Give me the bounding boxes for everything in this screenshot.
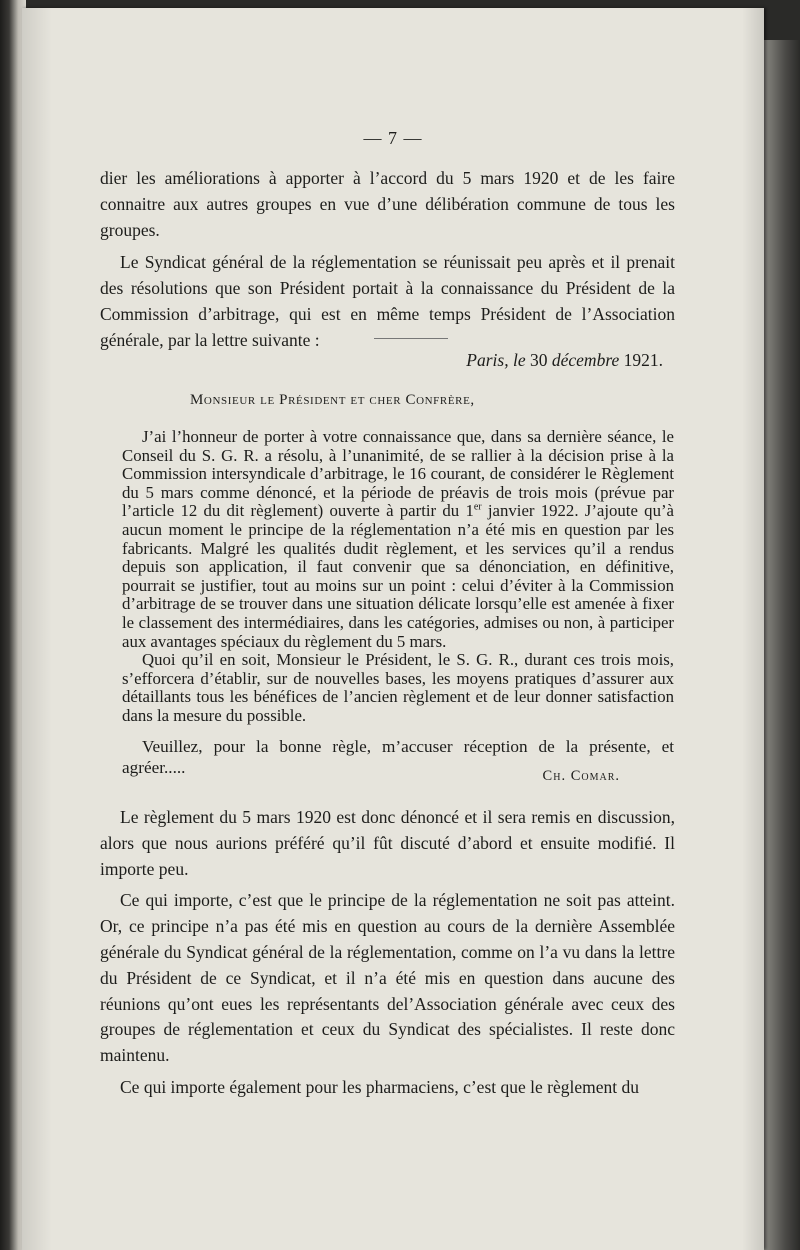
date-year: 1921. bbox=[623, 350, 663, 370]
letter-date bbox=[100, 350, 663, 371]
date-le: le bbox=[512, 350, 526, 370]
letter-p1-after: janvier 1922. J’ajoute qu’à aucun moment le principe de la réglementation n’a été mis en question par les fabricants. Malgré les qualités dudit règlement, et les services qu’il a rendus depuis son application, il faut convenir que sa dénonciation, en définitive, pourrait se justifier, tout au moins sur un point : celui d’éviter à la Commission d’arbitrage de se trouver dans une situation délicate lorsqu’elle est amenée à fixer le classement des intermédiaires, dans les catégories, admises ou non, à participer aux avantages spéciaux du règlement du 5 mars. bbox=[122, 501, 674, 651]
intro-section bbox=[100, 166, 675, 354]
letter-signature: Ch. Comar. bbox=[542, 768, 620, 784]
letter-paragraph-3: Veuillez, pour la bonne règle, m’accuser réception de la présente, et agréer..... bbox=[122, 736, 674, 777]
page-stack-edge bbox=[764, 40, 800, 1250]
letter-p1-before: J’ai l’honneur de porter à votre connaissance que, dans sa dernière séance, le Conseil du S. G. R. a résolu, à l’unanimité, de se rallier à la décision prise à la Commission intersyndicale d’arbitrage, le 16 courant, de considérer le Règlement du 5 mars comme dénoncé, et la période de préavis de trois mois (prévue par l’article 12 du dit règlement) ouverte à partir du 1 bbox=[122, 427, 674, 521]
section-divider bbox=[374, 338, 448, 339]
closing-paragraph-1: Le règlement du 5 mars 1920 est donc dénoncé et il sera remis en discussion, alors que nous aurions préféré qu’il fût discuté d’abord et ensuite modifié. Il importe peu. bbox=[100, 807, 675, 879]
letter-salutation: Monsieur le Président et cher Confrère, bbox=[190, 392, 475, 408]
date-day: 30 bbox=[530, 350, 548, 370]
letter-paragraph-2: Quoi qu’il en soit, Monsieur le Président, le S. G. R., durant ces trois mois, s’efforcera d’établir, sur de nouvelles bases, les moyens pratiques d’assurer aux détaillants tous les bénéfices de l’ancien règlement et de leur donner satisfaction dans la mesure du possible. bbox=[122, 650, 674, 725]
date-place: Paris, bbox=[466, 350, 509, 370]
intro-paragraph-1: dier les améliorations à apporter à l’accord du 5 mars 1920 et de les faire connaitre aux autres groupes en vue d’une délibération commune de tous les groupes. bbox=[100, 168, 675, 240]
page-number: — 7 — bbox=[363, 128, 423, 148]
intro-paragraph-2: Le Syndicat général de la réglementation se réunissait peu après et il prenait des résolutions que son Président portait à la connaissance du Président de la Commission d’arbitrage, qui est en même temps Président de l’Association générale, par la lettre suivante : bbox=[100, 252, 675, 350]
closing-section bbox=[100, 805, 675, 1101]
closing-paragraph-2: Ce qui importe, c’est que le principe de la réglementation ne soit pas atteint. Or, ce principe n’a pas été mis en question au cours de la dernière Assemblée générale du Syndicat général de la réglementation, comme on l’a vu dans la lettre du Président de ce Syndicat, et il n’a été mis en question dans aucune des réunions qu’ont eues les représentants del’Association générale avec ceux des groupes de réglementation et ceux du Syndicat des spécialistes. Il reste donc maintenu. bbox=[100, 890, 675, 1066]
date-month: décembre bbox=[551, 350, 620, 370]
document-page bbox=[22, 8, 764, 1250]
letter-p1-sup: er bbox=[473, 501, 482, 513]
closing-paragraph-3: Ce qui importe également pour les pharmaciens, c’est que le règlement du bbox=[120, 1076, 639, 1097]
letter-paragraph-1 bbox=[122, 428, 674, 651]
letter-body bbox=[122, 428, 674, 778]
